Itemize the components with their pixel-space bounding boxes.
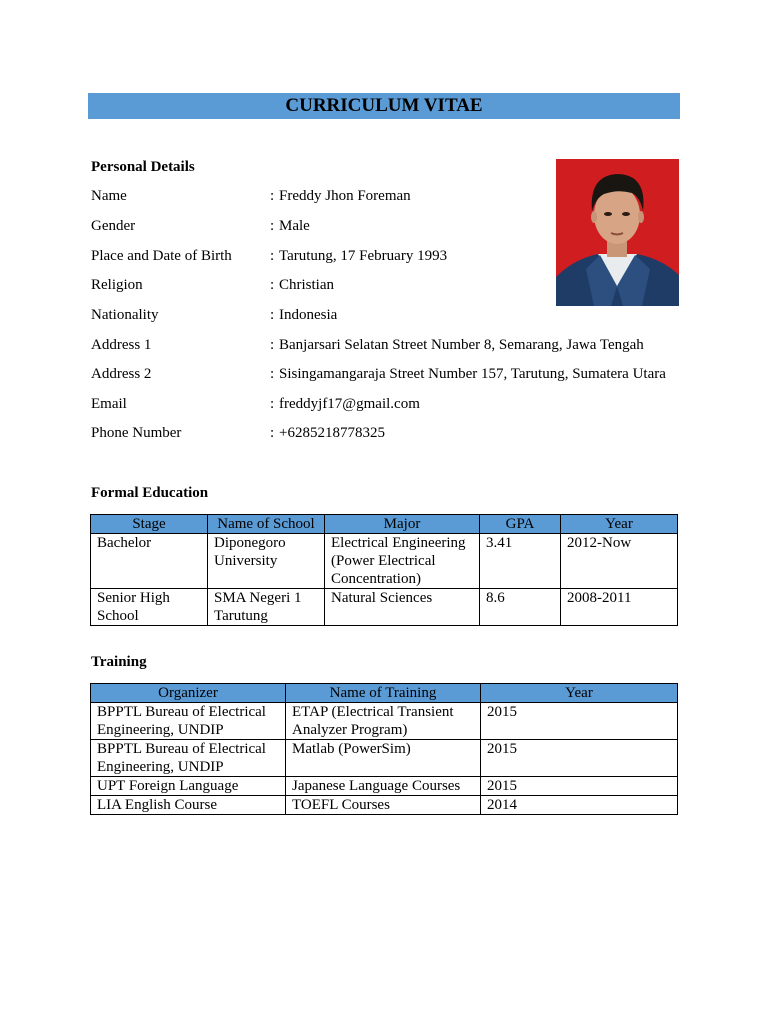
personal-field-address-1 bbox=[91, 337, 691, 357]
cell-line: School bbox=[97, 608, 139, 624]
organizer-cell: LIA English Course bbox=[91, 796, 286, 815]
cell-line: BPPTL Bureau of Electrical bbox=[97, 741, 266, 757]
cell-line: BPPTL Bureau of Electrical bbox=[97, 704, 266, 720]
stage-cell: Bachelor bbox=[91, 534, 208, 589]
column-header: Major bbox=[325, 515, 480, 534]
field-label: Gender bbox=[91, 218, 136, 234]
personal-details-heading: Personal Details bbox=[91, 159, 195, 175]
table-row bbox=[91, 740, 678, 777]
table-header-row bbox=[91, 515, 678, 534]
gpa-cell: 8.6 bbox=[480, 589, 561, 626]
training-name-cell bbox=[286, 703, 481, 740]
portrait-illustration bbox=[556, 159, 679, 306]
year-cell: 2008-2011 bbox=[561, 589, 678, 626]
cell-line: Tarutung bbox=[214, 608, 268, 624]
field-separator: : bbox=[270, 277, 275, 293]
table-row bbox=[91, 534, 678, 589]
organizer-cell: UPT Foreign Language bbox=[91, 777, 286, 796]
organizer-cell bbox=[91, 703, 286, 740]
cell-line: Analyzer Program) bbox=[292, 722, 408, 738]
cell-line: (Power Electrical bbox=[331, 553, 436, 569]
cell-line: Senior High bbox=[97, 590, 170, 606]
field-label: Name bbox=[91, 188, 127, 204]
field-label: Nationality bbox=[91, 307, 159, 323]
personal-field-nationality bbox=[91, 307, 691, 327]
major-cell bbox=[325, 534, 480, 589]
column-header: Stage bbox=[91, 515, 208, 534]
year-cell: 2015 bbox=[481, 777, 678, 796]
personal-field-phone bbox=[91, 425, 691, 445]
training-name-cell: Japanese Language Courses bbox=[286, 777, 481, 796]
table-row bbox=[91, 777, 678, 796]
table-row bbox=[91, 589, 678, 626]
cell-line: Engineering, UNDIP bbox=[97, 722, 224, 738]
cell-line: Diponegoro bbox=[214, 535, 286, 551]
field-separator: : bbox=[270, 366, 275, 382]
field-value: Sisingamangaraja Street Number 157, Tarutung, Sumatera Utara bbox=[279, 366, 666, 382]
field-value: Tarutung, 17 February 1993 bbox=[279, 248, 448, 264]
year-cell: 2014 bbox=[481, 796, 678, 815]
column-header: Name of Training bbox=[286, 684, 481, 703]
personal-field-email bbox=[91, 396, 691, 416]
field-value: Male bbox=[279, 218, 310, 234]
formal-education-heading: Formal Education bbox=[91, 485, 209, 501]
training-heading: Training bbox=[91, 654, 147, 670]
gpa-cell: 3.41 bbox=[480, 534, 561, 589]
major-cell: Natural Sciences bbox=[325, 589, 480, 626]
year-cell: 2012-Now bbox=[561, 534, 678, 589]
cell-line: Concentration) bbox=[331, 571, 421, 587]
field-label: Phone Number bbox=[91, 425, 182, 441]
school-cell bbox=[208, 534, 325, 589]
training-name-cell: TOEFL Courses bbox=[286, 796, 481, 815]
table-row bbox=[91, 796, 678, 815]
field-separator: : bbox=[270, 307, 275, 323]
column-header: GPA bbox=[480, 515, 561, 534]
field-separator: : bbox=[270, 337, 275, 353]
school-cell bbox=[208, 589, 325, 626]
field-label: Religion bbox=[91, 277, 143, 293]
stage-cell bbox=[91, 589, 208, 626]
field-value: +6285218778325 bbox=[279, 425, 385, 441]
field-value: freddyjf17@gmail.com bbox=[279, 396, 420, 412]
field-label: Place and Date of Birth bbox=[91, 248, 232, 264]
table-row bbox=[91, 703, 678, 740]
training-table bbox=[90, 683, 678, 815]
table-header-row bbox=[91, 684, 678, 703]
field-value: Banjarsari Selatan Street Number 8, Semarang, Jawa Tengah bbox=[279, 337, 644, 353]
field-separator: : bbox=[270, 396, 275, 412]
cv-title: CURRICULUM VITAE bbox=[88, 93, 680, 119]
field-label: Address 1 bbox=[91, 337, 152, 353]
field-label: Address 2 bbox=[91, 366, 152, 382]
column-header: Year bbox=[481, 684, 678, 703]
field-label: Email bbox=[91, 396, 127, 412]
organizer-cell bbox=[91, 740, 286, 777]
field-value: Freddy Jhon Foreman bbox=[279, 188, 411, 204]
field-separator: : bbox=[270, 248, 275, 264]
column-header: Name of School bbox=[208, 515, 325, 534]
profile-photo bbox=[556, 159, 679, 306]
field-value: Christian bbox=[279, 277, 334, 293]
field-separator: : bbox=[270, 188, 275, 204]
training-name-cell: Matlab (PowerSim) bbox=[286, 740, 481, 777]
field-value: Indonesia bbox=[279, 307, 338, 323]
column-header: Organizer bbox=[91, 684, 286, 703]
cell-line: Electrical Engineering bbox=[331, 535, 466, 551]
personal-field-address-2 bbox=[91, 366, 691, 386]
cell-line: SMA Negeri 1 bbox=[214, 590, 302, 606]
cell-line: University bbox=[214, 553, 278, 569]
year-cell: 2015 bbox=[481, 703, 678, 740]
cell-line: ETAP (Electrical Transient bbox=[292, 704, 454, 720]
field-separator: : bbox=[270, 218, 275, 234]
education-table bbox=[90, 514, 678, 626]
year-cell: 2015 bbox=[481, 740, 678, 777]
field-separator: : bbox=[270, 425, 275, 441]
column-header: Year bbox=[561, 515, 678, 534]
cell-line: Engineering, UNDIP bbox=[97, 759, 224, 775]
